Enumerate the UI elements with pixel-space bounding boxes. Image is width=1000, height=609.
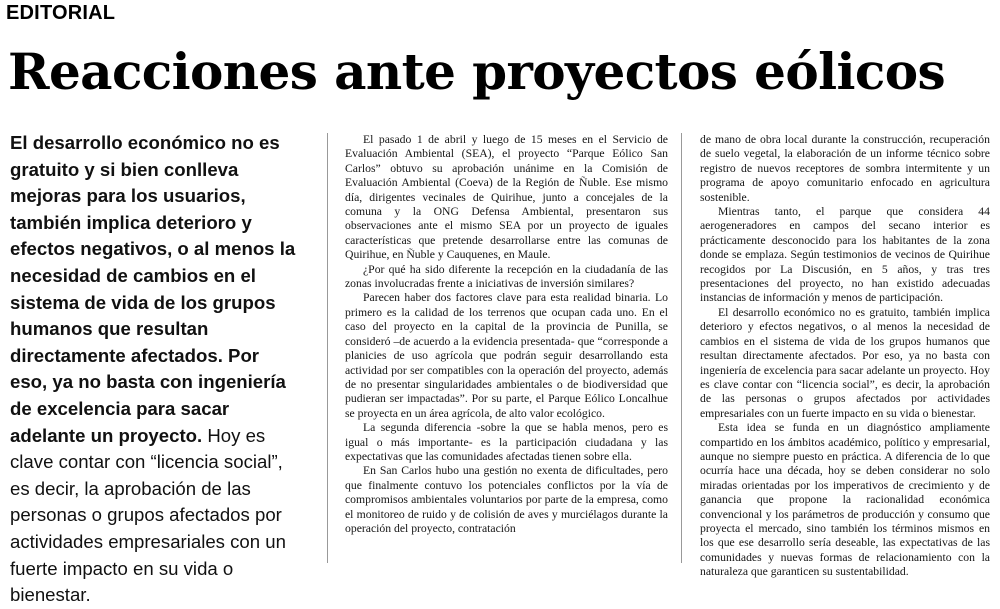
headline: Reacciones ante proyectos eólicos [8,42,946,101]
body-column-2 [700,133,990,579]
section-label: EDITORIAL [6,2,116,24]
body-paragraph: En San Carlos hubo una gestión no exenta de dificultades, pero que finalmente contuvo los potenciales conflictos por la vía de compromisos ambientales voluntarios por parte de la empresa, como el monitoreo de ruido y de colisión de aves y murciélagos durante la operación del proyecto, contratación [345,464,668,535]
body-paragraph: La segunda diferencia -sobre la que se habla menos, pero es igual o más importante- es la participación ciudadana y las expectativas que las comunidades afectadas tienen sobre ella. [345,421,668,463]
body-paragraph: ¿Por qué ha sido diferente la recepción en la ciudadanía de las zonas involucradas frente a iniciativas de inversión similares? [345,262,668,291]
body-paragraph: Mientras tanto, el parque que considera 44 aerogeneradores en campos del secano interior es prácticamente desconocido para los habitantes de la zona donde se emplaza. Según testimonios de vecinos de Quirihue recogidos por La Discusión, en 5 años, y tras tres presentaciones del proyecto, no han existido adecuadas instancias de información y menos de participación. [700,205,990,305]
body-paragraph-continued: de mano de obra local durante la construcción, recuperación de suelo vegetal, la elaboración de un informe técnico sobre registro de nuevos receptores de sombra intermitente y un programa de apoyo comunitario enfocado en agricultura sostenible. [700,133,990,204]
body-paragraph: Parecen haber dos factores clave para esta realidad binaria. Lo primero es la calidad de los terrenos que ocupan cada uno. En el caso del proyecto en la capital de la provincia de Punilla, se consideró –de acuerdo a la evidencia presentada- que “corresponde a planicies de uso agrícola que podrán seguir desarrollando esta actividad por ser compatibles con la operación del proyecto, además de no presentar singularidades ambientales o de biodiversidad que pudieran ser impactadas”. Por su parte, el Parque Eólico Loncalhue se proyecta en un área agrícola, de alto valor ecológico. [345,291,668,420]
column-divider [327,133,328,563]
column-divider [681,133,682,563]
body-paragraph: El pasado 1 de abril y luego de 15 meses en el Servicio de Evaluación Ambiental (SEA), el proyecto “Parque Eólico San Carlos” obtuvo su aprobación unánime en la Comisión de Evaluación Ambiental (Coeva) de la Región de Ñuble. Ese mismo día, dirigentes vecinales de Quirihue, junto a concejales de la comuna y la ONG Defensa Ambiental, presentaron sus observaciones ante el mismo SEA por un proyecto de iguales características que pretende desarrollarse entre las comunas de Quirihue, en Ñuble y Cauquenes, en Maule. [345,133,668,262]
lead-paragraph [10,130,298,609]
body-column-1 [345,133,668,565]
body-paragraph: El desarrollo económico no es gratuito, también implica deterioro y efectos negativos, o al menos la necesidad de cambios en el sistema de vida de los grupos humanos que resultan directamente afectados. Por eso, ya no basta con ingeniería de excelencia para sacar adelante un proyecto. Hoy es clave contar con “licencia social”, es decir, la aprobación de las personas o grupos afectados por actividades empresariales con un fuerte impacto en su vida o bienestar. [700,305,990,420]
lead-regular-text: Hoy es clave contar con “licencia social”, es decir, la aprobación de las personas o grupos afectados por actividades empresariales con un fuerte impacto en su vida o bienestar. [10,424,286,606]
body-paragraph: Esta idea se funda en un diagnóstico ampliamente compartido en los ámbitos académico, político y empresarial, aunque no siempre puesto en práctica. A diferencia de lo que ocurría hace una década, hoy se deben considerar no solo miradas orientadas por los imperativos de crecimiento y de ganancia que propone la racionalidad económica convencional y los parámetros de producción y consumo que proyecta el mercado, sino también los términos mismos en los que ese desarrollo sería deseable, las expectativas de las comunidades y nuevas formas de relacionamiento con la naturaleza que garanticen su sustentabilidad. [700,421,990,579]
lead-bold-text: El desarrollo económico no es gratuito y si bien conlleva mejoras para los usuarios, también implica deterioro y efectos negativos, o al menos la necesidad de cambios en el sistema de vida de los grupos humanos que resultan directamente afectados. Por eso, ya no basta con ingeniería de excelencia para sacar adelante un proyecto. [10,132,296,446]
